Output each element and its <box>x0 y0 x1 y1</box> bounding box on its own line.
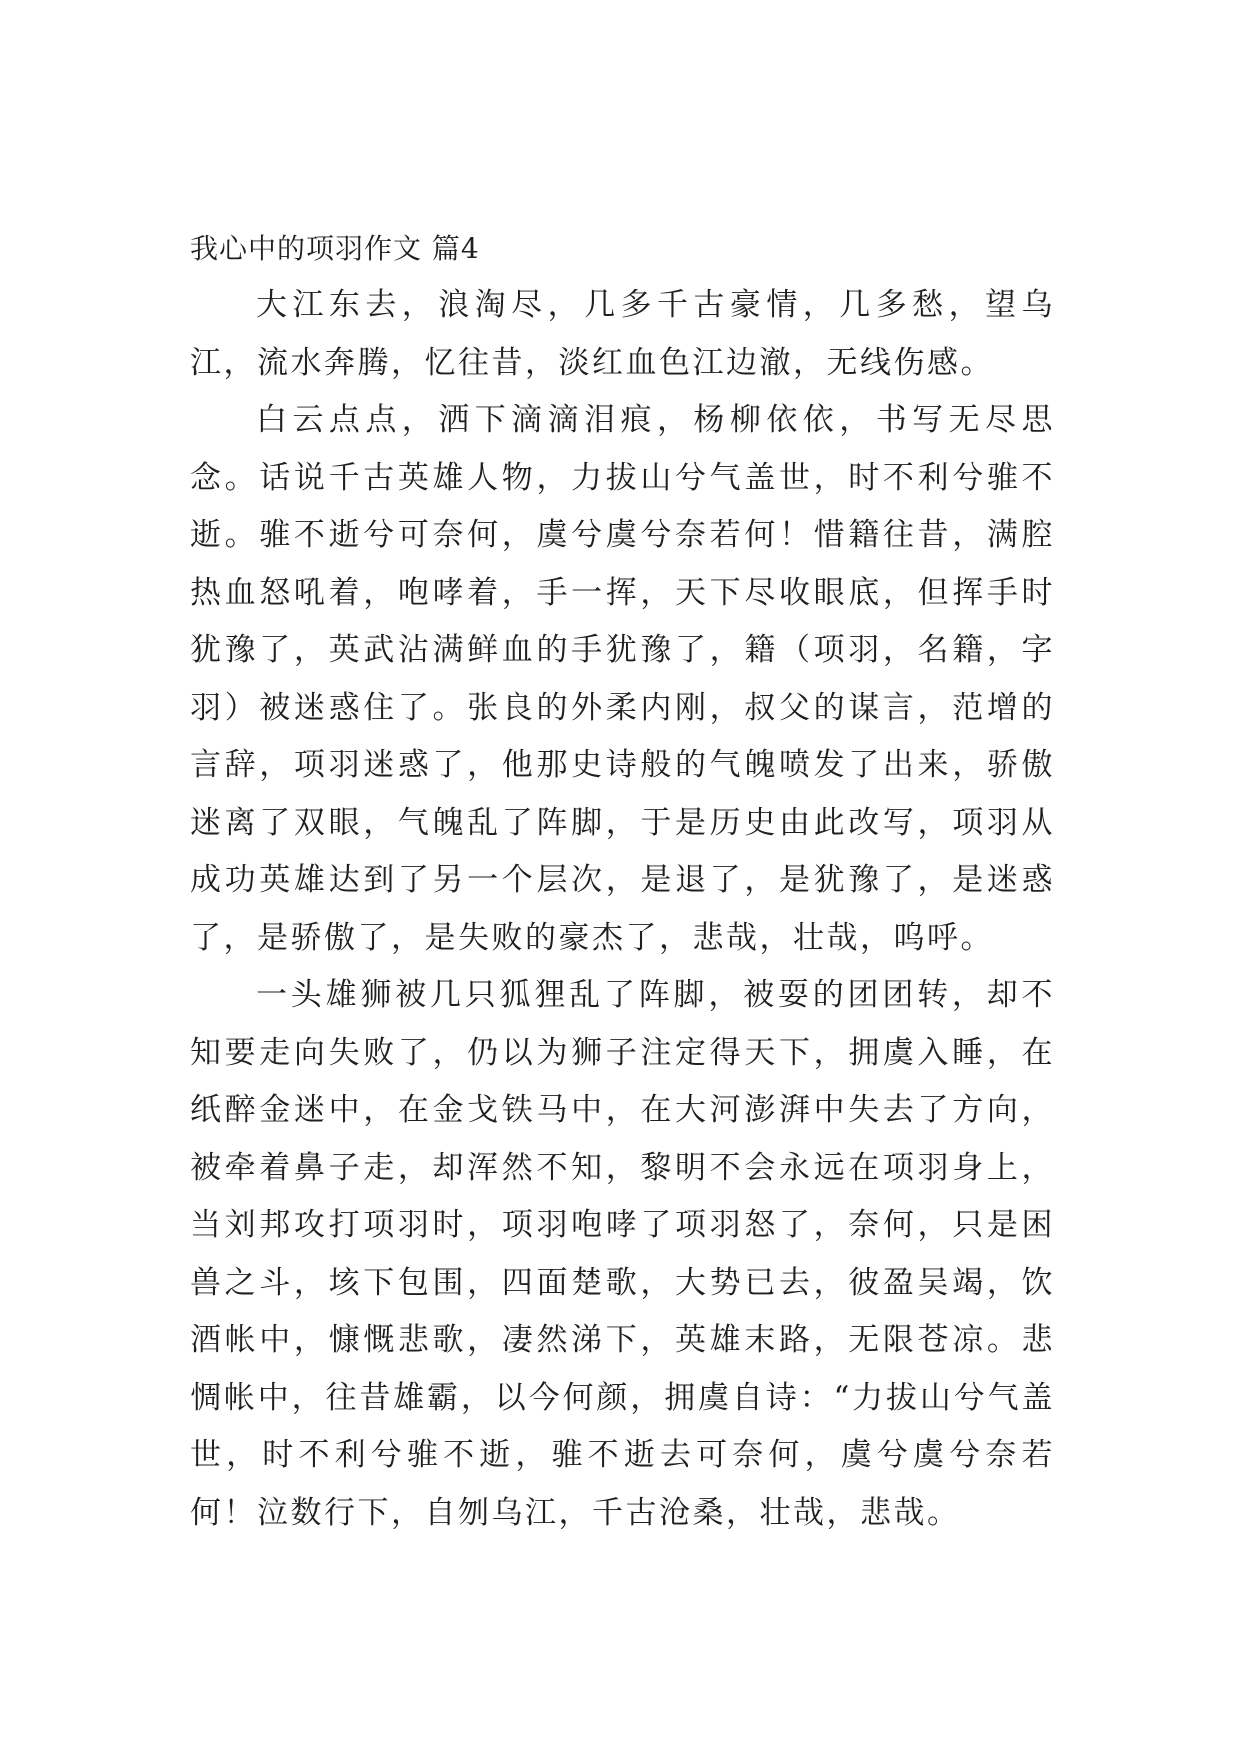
paragraph-1: 大江东去，浪淘尽，几多千古豪情，几多愁，望乌江，流水奔腾，忆往昔，淡红血色江边澈，无线伤感。 <box>190 287 1055 381</box>
document-title: 我心中的项羽作文 篇4 <box>190 232 480 265</box>
paragraph-3: 一头雄狮被几只狐狸乱了阵脚，被耍的团团转，却不知要走向失败了，仍以为狮子注定得天下，拥虞入睡，在纸醉金迷中，在金戈铁马中，在大河澎湃中失去了方向，被牵着鼻子走，却浑然不知，黎明不会永远在项羽身上，当刘邦攻打项羽时，项羽咆哮了项羽怒了，奈何，只是困兽之斗，垓下包围，四面楚歌，大势已去，彼盈吴竭，饮酒帐中，慷慨悲歌，凄然涕下，英雄末路，无限苍凉。悲惆帐中，往昔雄霸，以今何颜，拥虞自诗：“力拔山兮气盖世，时不利兮骓不逝，骓不逝去可奈何，虞兮虞兮奈若何！泣数行下，自刎乌江，千古沧桑，壮哉，悲哉。 <box>190 977 1055 1531</box>
paragraph-2: 白云点点，洒下滴滴泪痕，杨柳依依，书写无尽思念。话说千古英雄人物，力拔山兮气盖世，时不利兮骓不逝。骓不逝兮可奈何，虞兮虞兮奈若何！惜籍往昔，满腔热血怒吼着，咆哮着，手一挥，天下尽收眼底，但挥手时犹豫了，英武沾满鲜血的手犹豫了，籍（项羽，名籍，字羽）被迷惑住了。张良的外柔内刚，叔父的谋言，范增的言辞，项羽迷惑了，他那史诗般的气魄喷发了出来，骄傲迷离了双眼，气魄乱了阵脚，于是历史由此改写，项羽从成功英雄达到了另一个层次，是退了，是犹豫了，是迷惑了，是骄傲了，是失败的豪杰了，悲哉，壮哉，呜呼。 <box>190 402 1055 956</box>
document-body <box>190 220 1055 1542</box>
